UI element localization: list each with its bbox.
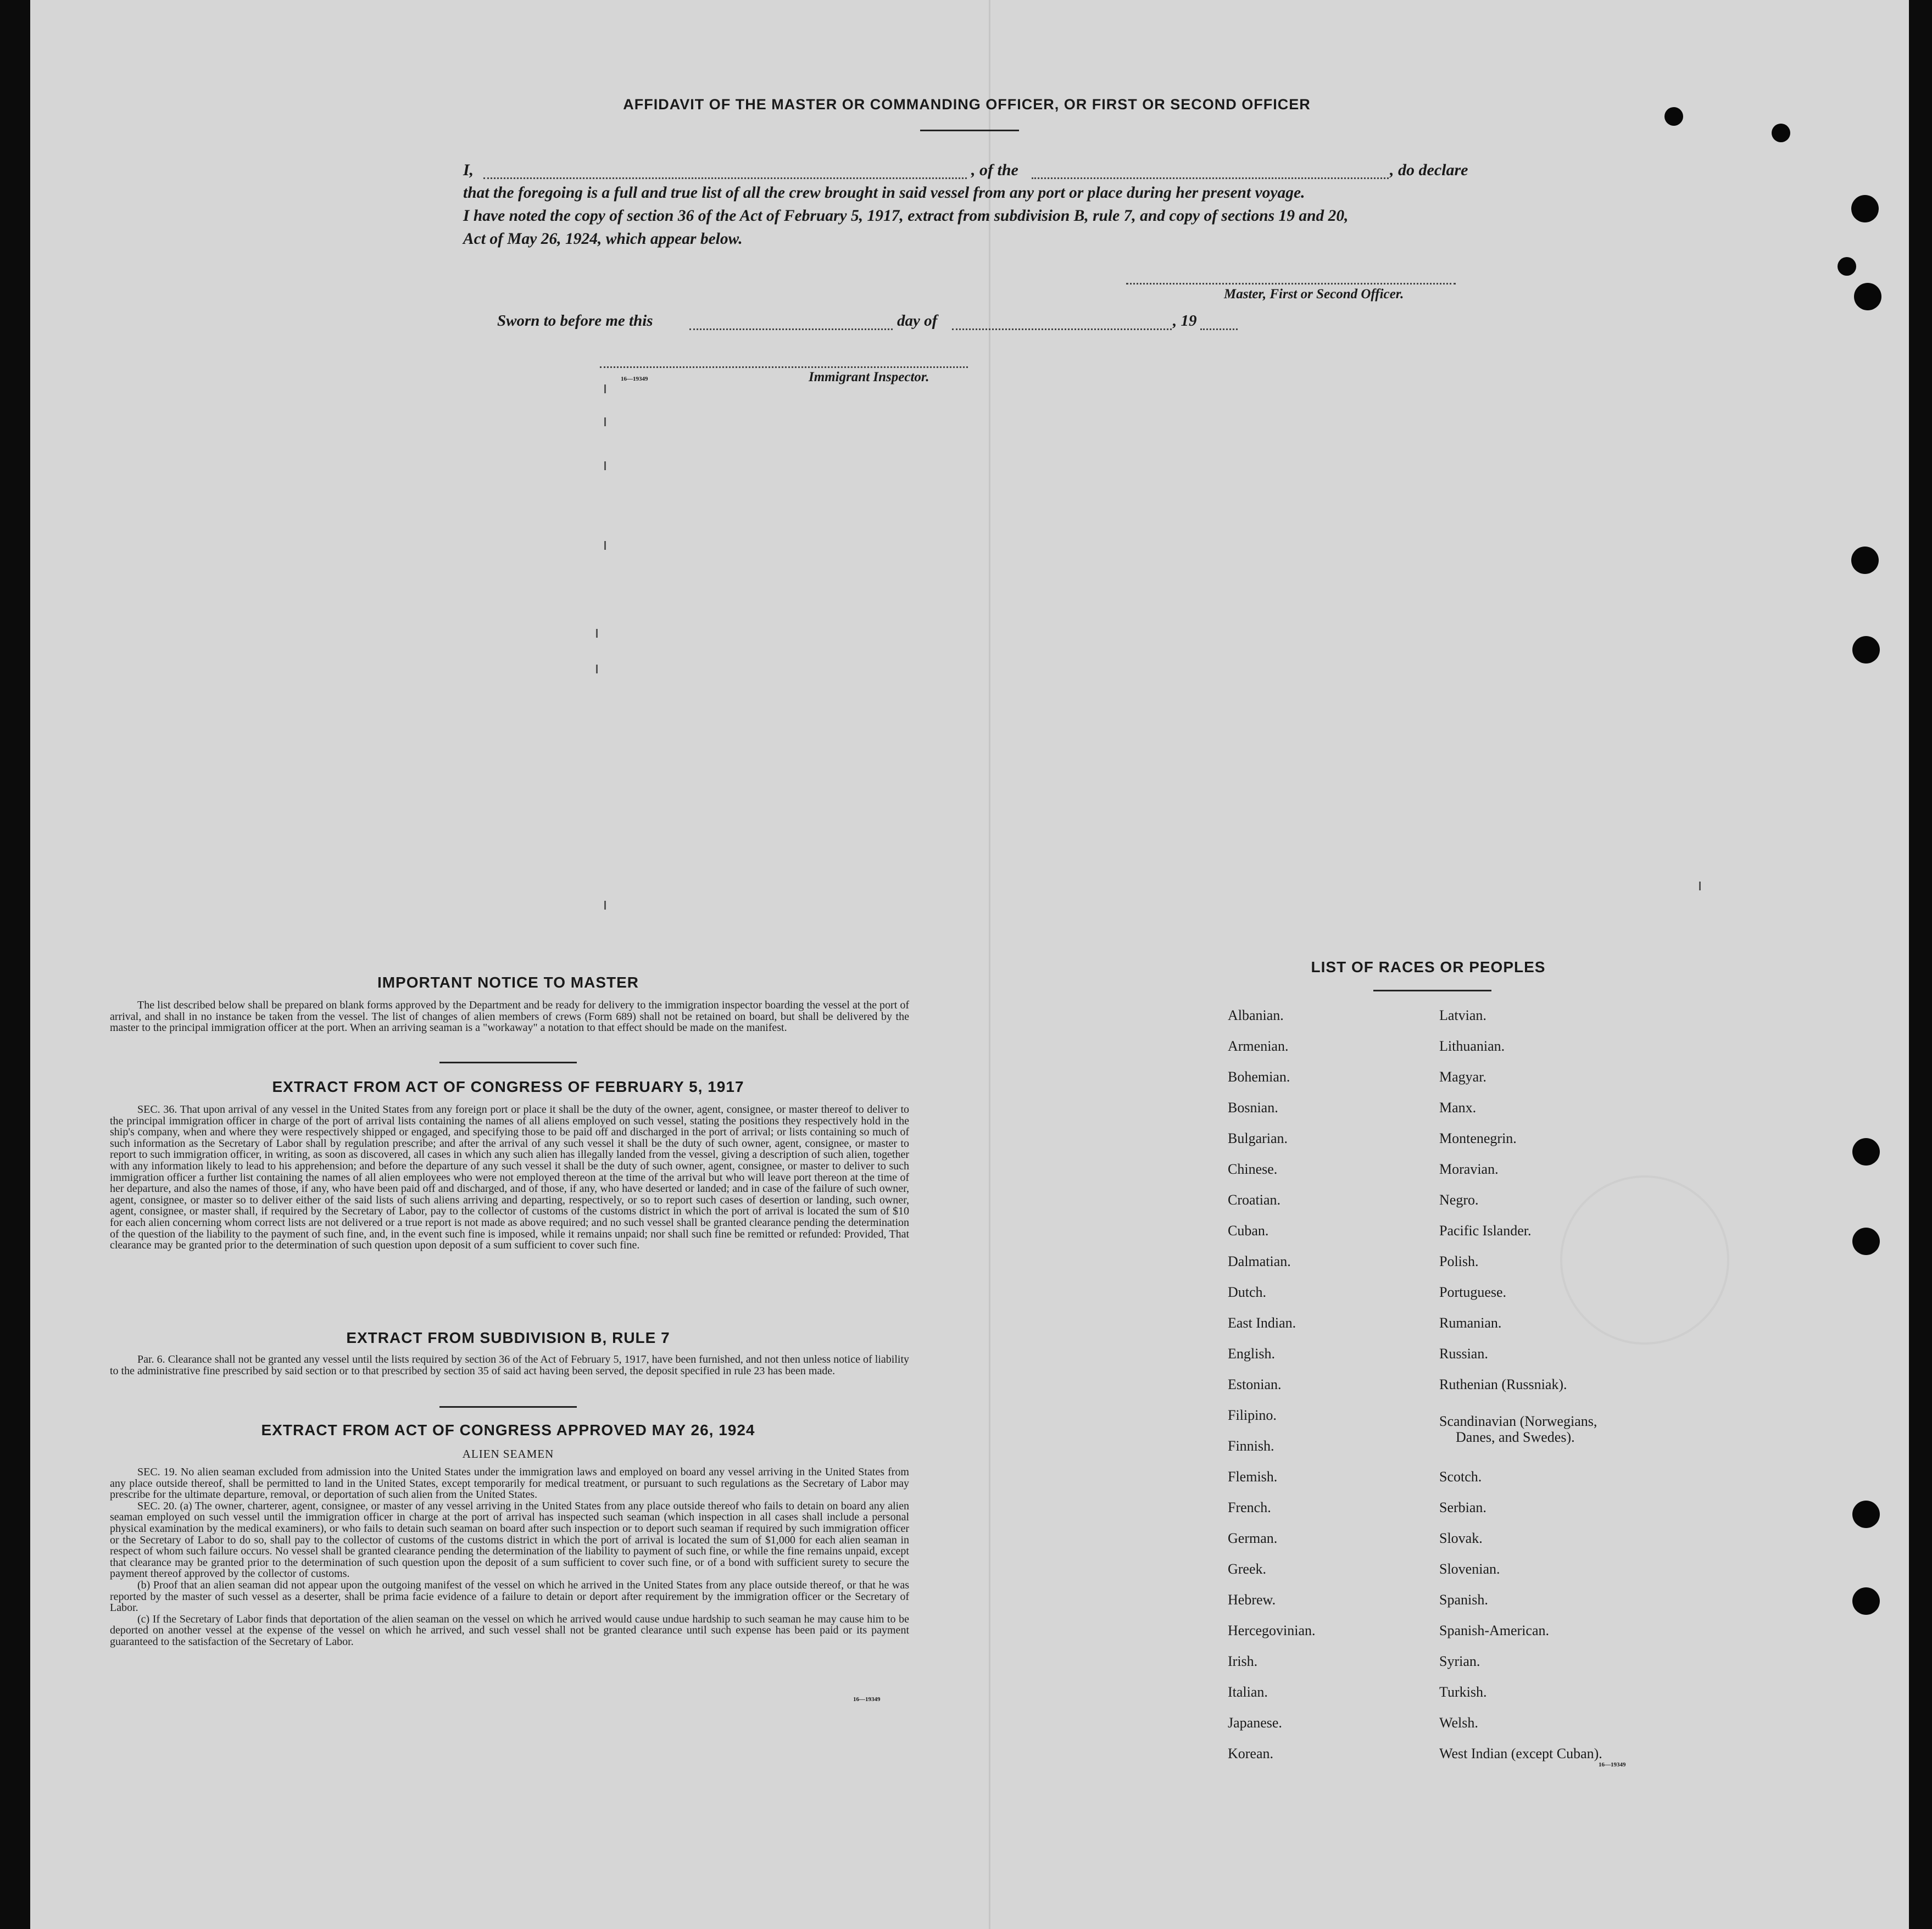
race-item: Danes, and Swedes). [1456,1429,1575,1445]
race-item: Dalmatian. [1228,1253,1291,1269]
race-item: Negro. [1439,1192,1479,1208]
bleed-mark [604,384,606,393]
signature-line[interactable] [1126,283,1456,285]
punch-hole [1838,257,1856,276]
race-item: Irish. [1228,1653,1258,1669]
race-item: Korean. [1228,1746,1274,1761]
race-item: East Indian. [1228,1315,1296,1331]
race-item: Scandinavian (Norwegians, [1439,1413,1597,1429]
race-item: Spanish. [1439,1592,1488,1608]
race-item: French. [1228,1499,1271,1515]
race-item: Japanese. [1228,1715,1282,1731]
punch-hole [1772,124,1790,142]
bleed-mark [604,541,606,550]
race-item: Portuguese. [1439,1284,1507,1300]
race-item: Armenian. [1228,1038,1289,1054]
bleed-mark [604,461,606,470]
center-fold [989,0,990,1929]
race-item: Ruthenian (Russniak). [1439,1376,1567,1392]
race-item: Greek. [1228,1561,1267,1577]
punch-hole [1852,1587,1880,1615]
race-item: Lithuanian. [1439,1038,1505,1054]
punch-hole [1851,195,1879,222]
race-item: Turkish. [1439,1684,1487,1700]
year-line[interactable] [1200,328,1238,330]
rule7-text: Par. 6. Clearance shall not be granted any vessel until the lists required by section 36 of the Act of February 5, 1917, have been furnished, and not then unless notice of liability to the administrative fine prescribed by said section or to that prescribed by section 35 of said act having been served, the deposit specified in rule 23 has been made. [110,1353,909,1377]
extract-1924-text [110,1467,909,1648]
punch-hole [1852,1138,1880,1166]
name-line[interactable] [483,177,967,179]
inspector-label: Immigrant Inspector. [809,370,929,384]
sec20a-text: SEC. 20. (a) The owner, charterer, agent, consignee, or master of any vessel arriving in the United States from any place outside thereof who fails to detain on board any alien seaman employed on such vessel until the immigration officer in charge at the port of arrival has inspected such seaman (which inspection in all cases shall include a personal physical examination by the medical examiners), or who fails to detain such seaman on board after such inspection or to deport such seaman if required by such immigration officer or the Secretary of Labor to do so, shall pay to the collector of customs of the customs district in which the port of arrival is located the sum of $1,000 for each alien seaman in respect of whom such failure occurs. No vessel shall be granted clearance pending the determination of the liability to payment of such fine, or while the fine remains unpaid, except that clearance may be granted prior to the determination of such question upon the deposit of a sum sufficient to cover such fine, or of a bond with sufficient surety to secure the payment thereof approved by the collector of customs. [110,1499,909,1580]
bleed-mark [1699,882,1701,890]
sec19-text: SEC. 19. No alien seaman excluded from admission into the United States under the immigration laws and employed on board any vessel arriving in the United States from any place outside thereof, shall be permitted to land in the United States, except temporarily for medical treatment, or pursuant to such regulations as the Secretary of Labor may prescribe for the ultimate departure, removal, or deportation of such alien from the United States. [110,1466,909,1501]
punch-hole [1854,283,1881,310]
extract-1917-text: SEC. 36. That upon arrival of any vessel in the United States from any foreign port or place it shall be the duty of the owner, agent, consignee, or master thereof to deliver to the principal immigration officer in charge of the port of arrival lists containing the names of all aliens employed on such vessel, stating the positions they respectively hold in the ship's company, when and where they were respectively shipped or engaged, and specifying those to be paid off and discharged in the port of arrival; or lists containing so much of such information as the Secretary of Labor shall by regulation prescribe; and after the arrival of any such vessel it shall be the duty of such owner, agent, consignee, or master to report to such immigration officer, in writing, as soon as discovered, all cases in which any such alien has illegally landed from the vessel, giving a description of such alien, together with any information likely to lead to his apprehension; and before the departure of any such vessel it shall be the duty of such owner, agent, consignee, or master to deliver to such immigration officer a further list containing the names of all alien employees who were not employed thereon at the time of the arrival but who will leave port thereon at the time of her departure, and also the names of those, if any, who have been paid off and discharged, and of those, if any, who have deserted or landed; and in case of the failure of such owner, agent, consignee, or master so to deliver either of the said lists of such aliens arriving and departing, respectively, or so to report such cases of desertion or landing, such owner, agent, consignee, or master shall, if required by the Secretary of Labor, pay to the collector of customs of the customs district in which the port of arrival is located the sum of $10 for each alien concerning whom correct lists are not delivered or a true report is not made as above required; and no such vessel shall be granted clearance pending the determination of the question of the liability to the payment of such fine, and, in the event such fine is imposed, while it remains unpaid; nor shall such fine be remitted or refunded: Provided, That clearance may be granted prior to the determination of such question upon deposit of a sum sufficient to cover such fine. [110,1103,909,1252]
punch-hole [1852,1228,1880,1255]
race-item: Manx. [1439,1100,1477,1116]
race-item: Pacific Islander. [1439,1223,1532,1239]
race-item: Polish. [1439,1253,1479,1269]
race-item: Magyar. [1439,1069,1486,1085]
affidavit-line-2: I have noted the copy of section 36 of the Act of February 5, 1917, extract from subdivision B, rule 7, and copy of sections 19 and 20, [463,207,1349,225]
sec20c-text: (c) If the Secretary of Labor finds that deportation of the alien seaman on the vessel on which he arrived would cause undue hardship to such seaman he may cause him to be deported on another vessel at the expense of the vessel on which he arrived, and such vessel shall not be granted clearance until such expense has been paid or its payment guaranteed to the satisfaction of the Secretary of Labor. [110,1613,909,1648]
year-label: , 19 [1173,312,1197,330]
rule7-title: EXTRACT FROM SUBDIVISION B, RULE 7 [346,1329,670,1346]
form-number: 16—19349 [621,376,648,382]
race-item: English. [1228,1346,1275,1362]
notice-text: The list described below shall be prepared on blank forms approved by the Department and be ready for delivery to the immigration inspector boarding the vessel at the port of arrival, and shall in no instance be taken from the vessel. The list of changes of alien members of crews (Form 689) shall not be retained on board, but shall be delivered by the master to the principal immigration officer at the port. When an arriving seaman is a "workaway" a notation to that effect should be made on the manifest. [110,999,909,1034]
alien-seamen-subtitle: ALIEN SEAMEN [462,1447,554,1460]
race-item: West Indian (except Cuban). [1439,1746,1602,1761]
race-item: German. [1228,1530,1278,1546]
day-of-label: day of [897,312,938,330]
race-item: Syrian. [1439,1653,1480,1669]
punch-hole [1852,636,1880,664]
race-item: Estonian. [1228,1376,1282,1392]
vessel-line[interactable] [1032,177,1389,179]
form-number: 16—19349 [853,1696,881,1703]
affidavit-line-1: that the foregoing is a full and true list of all the crew brought in said vessel from any port or place during her present voyage. [463,184,1305,202]
race-item: Hercegovinian. [1228,1623,1316,1638]
race-item: Hebrew. [1228,1592,1276,1608]
form-number: 16—19349 [1599,1761,1626,1768]
race-item: Spanish-American. [1439,1623,1550,1638]
punch-hole [1852,1501,1880,1528]
extract-1924-title: EXTRACT FROM ACT OF CONGRESS APPROVED MAY 26, 1924 [261,1421,755,1439]
bleed-mark [604,901,606,910]
race-item: Slovak. [1439,1530,1483,1546]
race-item: Montenegrin. [1439,1130,1517,1146]
affidavit-of-the: , of the [971,161,1018,179]
race-item: Serbian. [1439,1499,1486,1515]
inspector-signature-line[interactable] [600,366,968,368]
affidavit-i: I, [463,161,474,179]
notice-title: IMPORTANT NOTICE TO MASTER [377,974,639,991]
section-divider [439,1406,577,1408]
race-item: Bohemian. [1228,1069,1290,1085]
sworn-label: Sworn to before me this [497,312,653,330]
race-item: Flemish. [1228,1469,1278,1485]
races-title: LIST OF RACES OR PEOPLES [1311,958,1546,975]
race-item: Cuban. [1228,1223,1269,1239]
sworn-day-line[interactable] [689,328,893,330]
bleed-mark [596,629,598,638]
punch-hole [1851,547,1879,574]
race-item: Welsh. [1439,1715,1478,1731]
affidavit-line-3: Act of May 26, 1924, which appear below. [463,230,743,248]
race-item: Russian. [1439,1346,1488,1362]
extract-1917-title: EXTRACT FROM ACT OF CONGRESS OF FEBRUARY 5, 1917 [272,1078,744,1095]
signature-label: Master, First or Second Officer. [1224,287,1404,302]
sec20b-text: (b) Proof that an alien seaman did not appear upon the outgoing manifest of the vessel on which he arrived in the United States from any place outside thereof, or that he was reported by the master of such vessel as a deserter, shall be prima facie evidence of a failure to detain or deport after requirement by the immigration officer or the Secretary of Labor. [110,1579,909,1614]
race-item: Slovenian. [1439,1561,1500,1577]
race-item: Italian. [1228,1684,1268,1700]
bleed-mark [596,665,598,673]
race-item: Scotch. [1439,1469,1482,1485]
race-item: Finnish. [1228,1438,1274,1454]
race-item: Latvian. [1439,1007,1486,1023]
bleed-mark [604,417,606,426]
race-item: Rumanian. [1439,1315,1502,1331]
race-item: Bosnian. [1228,1100,1278,1116]
punch-hole [1664,107,1683,126]
races-underline [1373,990,1491,991]
affidavit-title: AFFIDAVIT OF THE MASTER OR COMMANDING OFFICER, OR FIRST OR SECOND OFFICER [623,96,1311,113]
race-item: Dutch. [1228,1284,1267,1300]
section-divider [439,1062,577,1063]
race-item: Croatian. [1228,1192,1281,1208]
race-item: Albanian. [1228,1007,1284,1023]
race-item: Moravian. [1439,1161,1499,1177]
title-underline [920,130,1019,131]
race-item: Filipino. [1228,1407,1277,1423]
race-item: Chinese. [1228,1161,1278,1177]
sworn-month-line[interactable] [952,328,1172,330]
race-item: Bulgarian. [1228,1130,1288,1146]
affidavit-do-declare: , do declare [1390,161,1468,179]
faded-seal-stamp [1560,1175,1729,1345]
